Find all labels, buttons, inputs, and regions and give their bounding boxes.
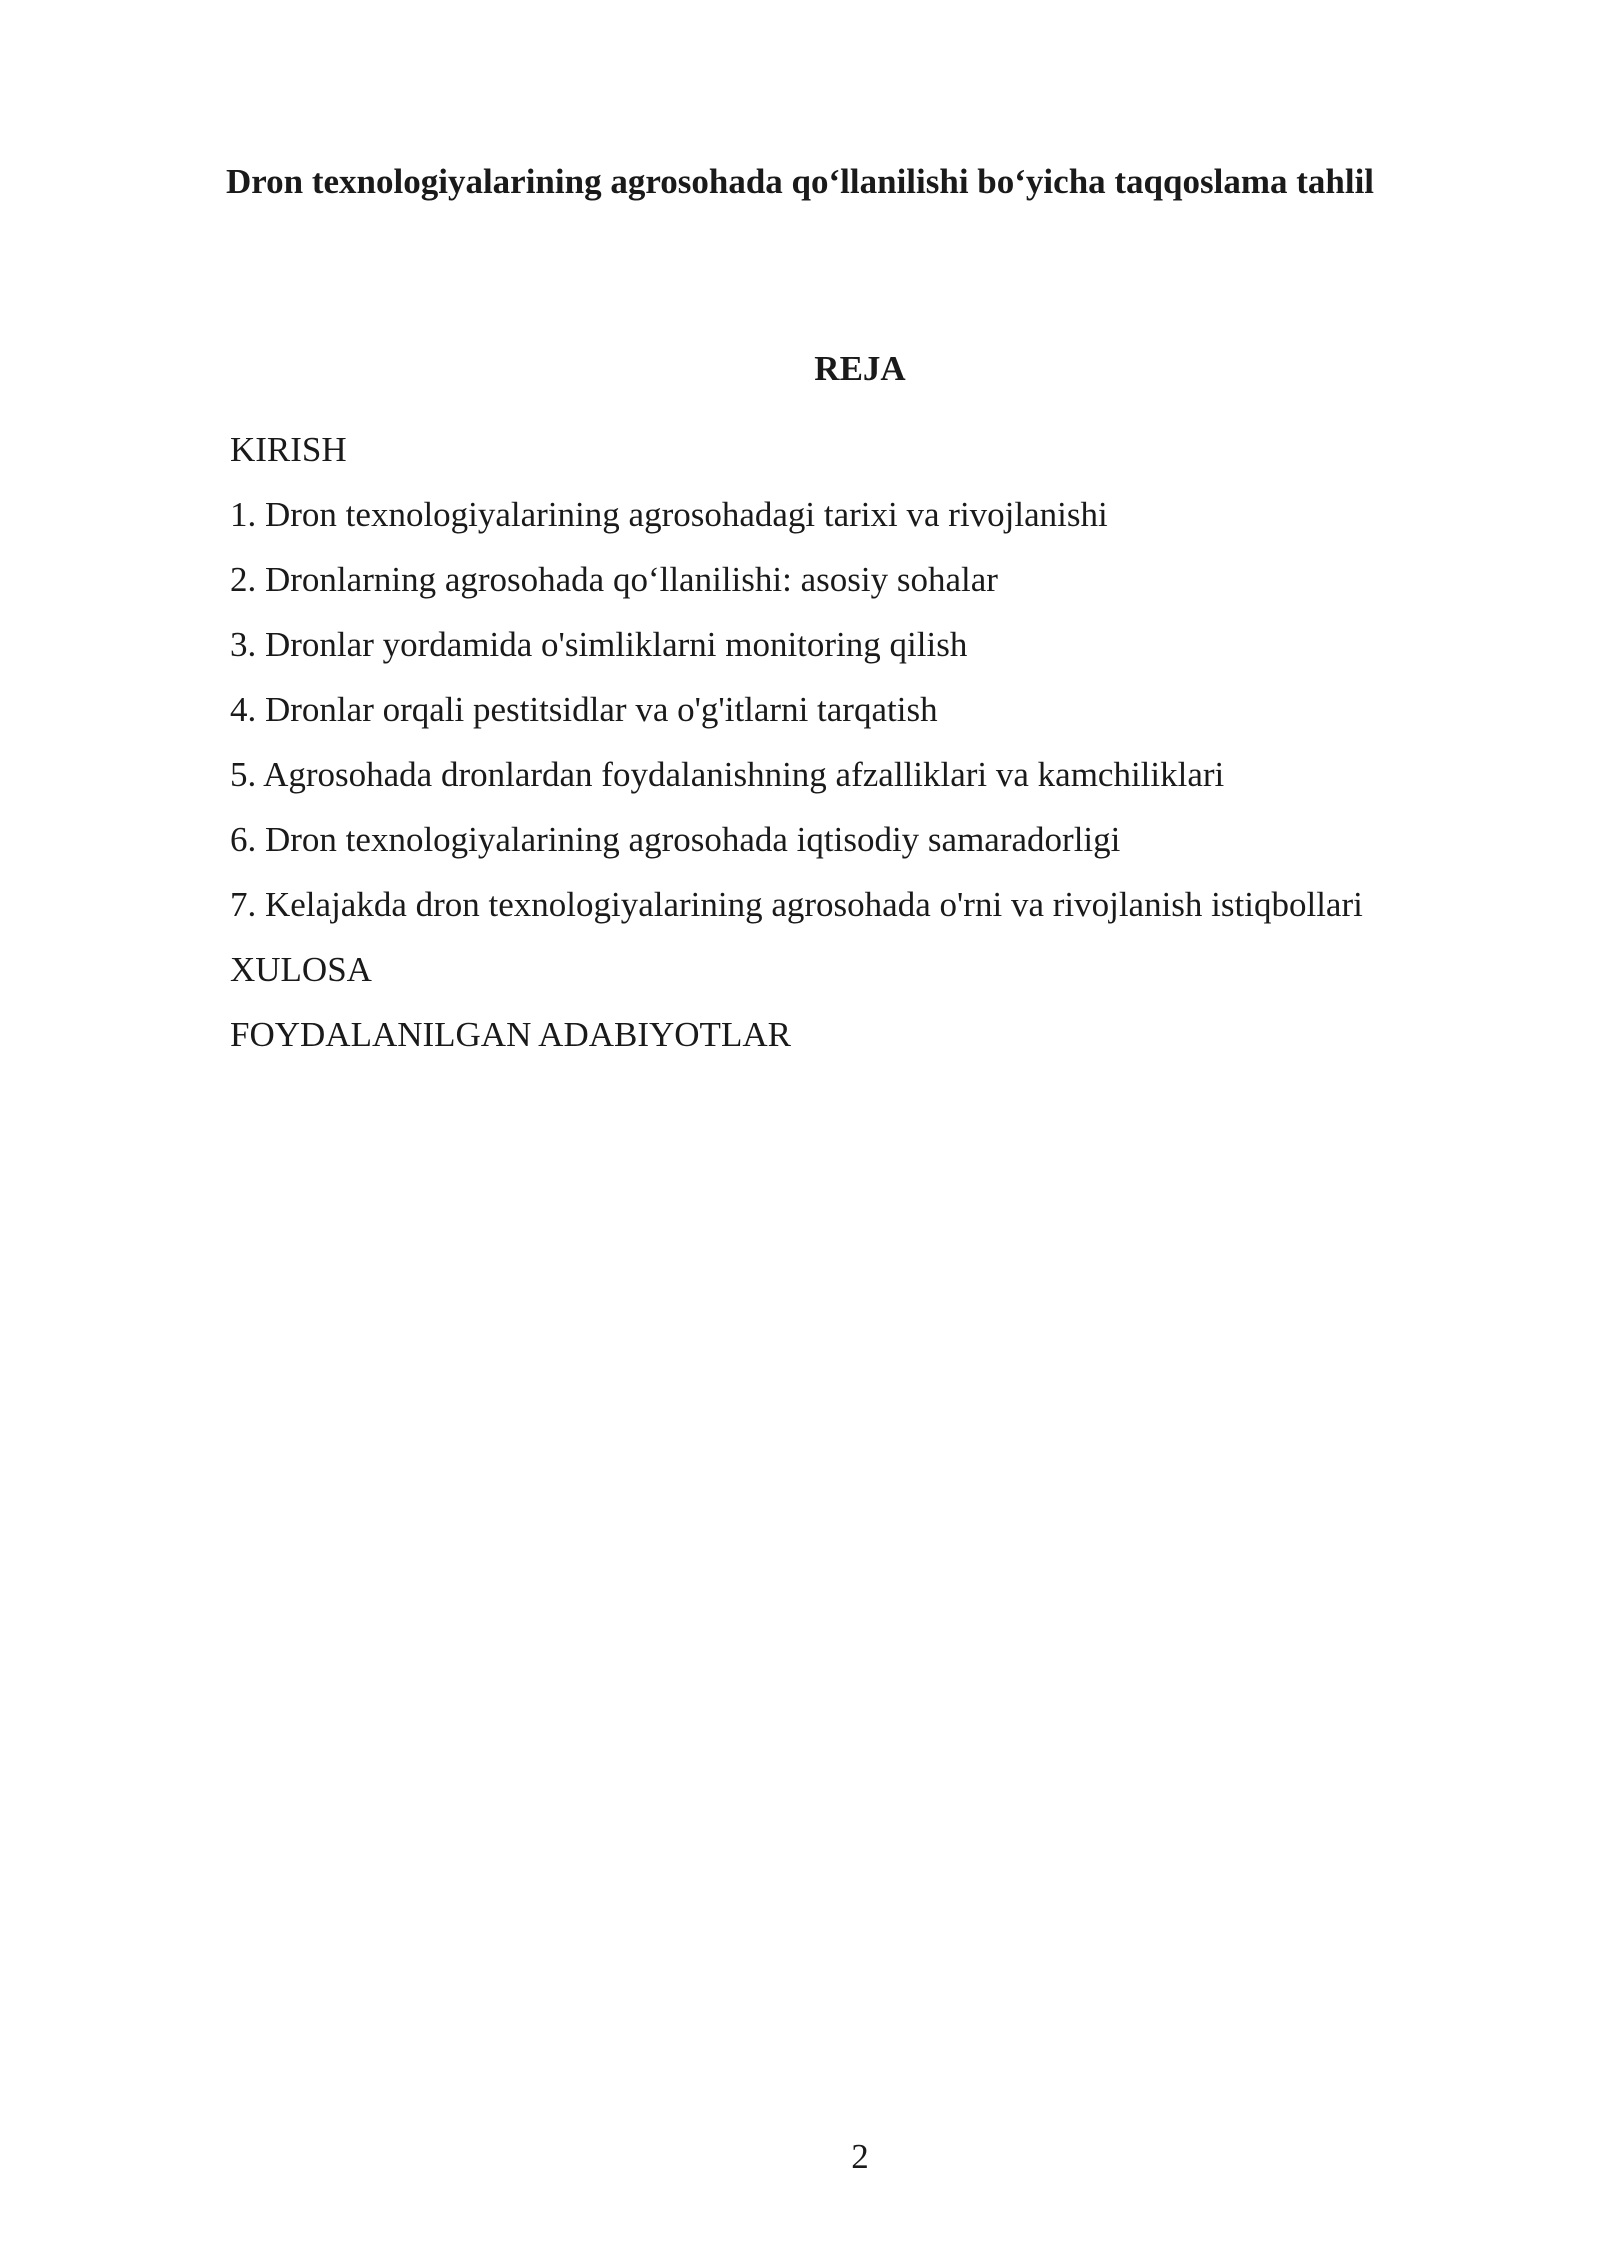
toc-item-2: 2. Dronlarning agrosohada qo‘llanilishi: asosiy sohalar	[230, 560, 998, 599]
document-title: Dron texnologiyalarining agrosohada qo‘llanilishi bo‘yicha taqqoslama tahlil	[225, 162, 1375, 201]
toc-item-5: 5. Agrosohada dronlardan foydalanishning afzalliklari va kamchiliklari	[230, 755, 1225, 794]
table-of-contents	[230, 417, 1520, 1067]
toc-item-references: FOYDALANILGAN ADABIYOTLAR	[230, 1015, 791, 1054]
toc-item-conclusion: XULOSA	[230, 950, 372, 989]
toc-item-3: 3. Dronlar yordamida o'simliklarni monitoring qilish	[230, 625, 968, 664]
toc-item-introduction: KIRISH	[230, 430, 347, 469]
toc-item-1: 1. Dron texnologiyalarining agrosohadagi tarixi va rivojlanishi	[230, 495, 1108, 534]
toc-item-7: 7. Kelajakda dron texnologiyalarining agrosohada o'rni va rivojlanish istiqbollari	[230, 885, 1363, 924]
toc-item-6: 6. Dron texnologiyalarining agrosohada iqtisodiy samaradorligi	[230, 820, 1121, 859]
plan-heading: REJA	[814, 349, 906, 388]
toc-item-4: 4. Dronlar orqali pestitsidlar va o'g'itlarni tarqatish	[230, 690, 938, 729]
page-number: 2	[851, 2137, 869, 2176]
